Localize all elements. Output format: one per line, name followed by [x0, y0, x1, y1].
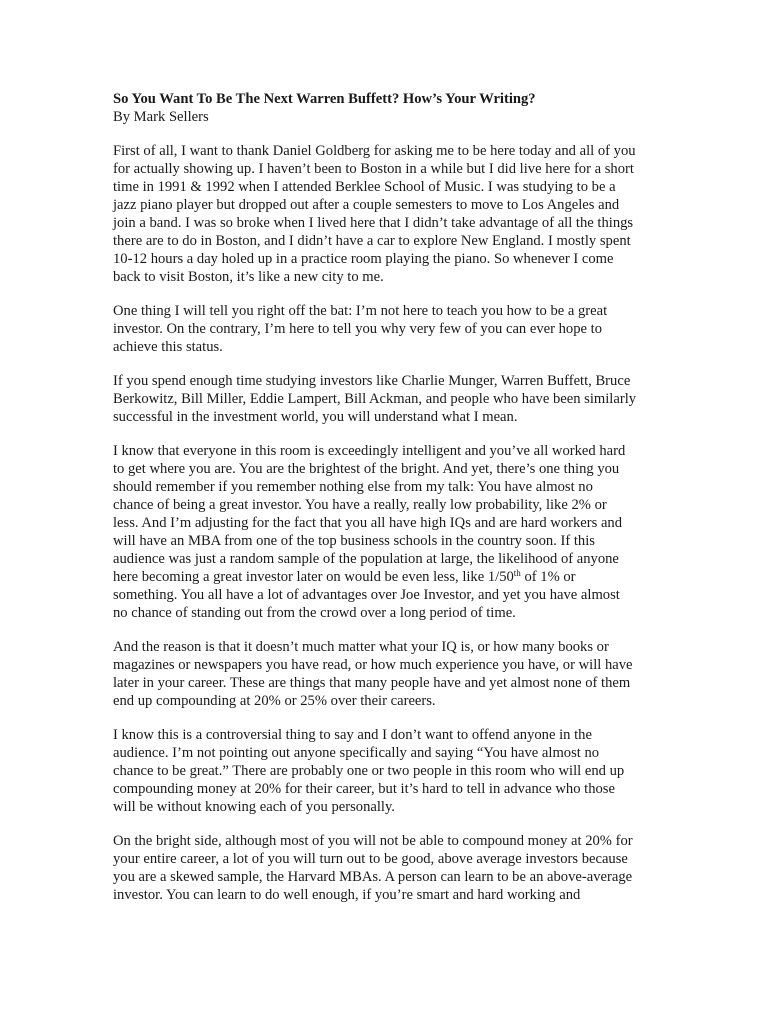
text-line: If you spend enough time studying investors like Charlie Munger, Warren Buffett, Bruce: [113, 373, 631, 389]
text-line: [113, 568, 673, 586]
text-line: audience was just a random sample of the population at large, the likelihood of anyone: [113, 551, 619, 567]
text-line: should remember if you remember nothing else from my talk: You have almost no: [113, 479, 593, 495]
document-body: [113, 142, 673, 904]
text-line: I know that everyone in this room is exceedingly intelligent and you’ve all worked hard: [113, 443, 626, 459]
document-byline: By Mark Sellers: [113, 109, 209, 125]
paragraph: [113, 372, 673, 426]
text-line: no chance of standing out from the crowd over a long period of time.: [113, 605, 516, 621]
text-line: join a band. I was so broke when I lived here that I didn’t take advantage of all the things: [113, 215, 634, 231]
paragraph: [113, 142, 673, 286]
text-line: First of all, I want to thank Daniel Goldberg for asking me to be here today and all of you: [113, 143, 636, 159]
text-segment: of 1% or: [520, 569, 576, 585]
text-line: back to visit Boston, it’s like a new city to me.: [113, 269, 384, 285]
text-line: time in 1991 & 1992 when I attended Berklee School of Music. I was studying to be a: [113, 179, 616, 195]
text-line: later in your career. These are things that many people have and yet almost none of them: [113, 675, 631, 691]
text-line: you are a skewed sample, the Harvard MBAs. A person can learn to be an above-average: [113, 869, 633, 885]
paragraph: [113, 302, 673, 356]
text-line: audience. I’m not pointing out anyone specifically and saying “You have almost no: [113, 745, 600, 761]
superscript: th: [513, 568, 521, 578]
text-line: to get where you are. You are the brightest of the bright. And yet, there’s one thing you: [113, 461, 620, 477]
text-line: will be without knowing each of you personally.: [113, 799, 395, 815]
text-segment: here becoming a great investor later on would be even less, like 1/50: [113, 569, 514, 585]
text-line: achieve this status.: [113, 339, 223, 355]
document-page: [113, 90, 673, 920]
text-line: investor. On the contrary, I’m here to tell you why very few of you can ever hope to: [113, 321, 603, 337]
paragraph: [113, 726, 673, 816]
text-line: chance to be great.” There are probably one or two people in this room who will end up: [113, 763, 625, 779]
text-line: for actually showing up. I haven’t been to Boston in a while but I did live here for a short: [113, 161, 634, 177]
text-line: chance of being a great investor. You have a really, really low probability, like 2% or: [113, 497, 607, 513]
text-line: On the bright side, although most of you will not be able to compound money at 20% for: [113, 833, 633, 849]
text-line: will have an MBA from one of the top business schools in the country soon. If this: [113, 533, 595, 549]
paragraph: [113, 442, 673, 622]
document-title: So You Want To Be The Next Warren Buffett? How’s Your Writing?: [113, 91, 536, 107]
text-line: compounding money at 20% for their career, but it’s hard to tell in advance who those: [113, 781, 615, 797]
text-line: And the reason is that it doesn’t much matter what your IQ is, or how many books or: [113, 639, 609, 655]
text-line: there are to do in Boston, and I didn’t have a car to explore New England. I mostly spent: [113, 233, 631, 249]
text-line: successful in the investment world, you will understand what I mean.: [113, 409, 518, 425]
text-line: investor. You can learn to do well enough, if you’re smart and hard working and: [113, 887, 581, 903]
text-line: less. And I’m adjusting for the fact that you all have high IQs and are hard workers and: [113, 515, 623, 531]
text-line: magazines or newspapers you have read, or how much experience you have, or will have: [113, 657, 633, 673]
text-line: I know this is a controversial thing to say and I don’t want to offend anyone in the: [113, 727, 592, 743]
text-line: One thing I will tell you right off the bat: I’m not here to teach you how to be a great: [113, 303, 608, 319]
paragraph: [113, 638, 673, 710]
paragraph: [113, 832, 673, 904]
text-line: jazz piano player but dropped out after a couple semesters to move to Los Angeles and: [113, 197, 620, 213]
text-line: 10-12 hours a day holed up in a practice room playing the piano. So whenever I come: [113, 251, 614, 267]
text-line: your entire career, a lot of you will turn out to be good, above average investors because: [113, 851, 628, 867]
text-line: end up compounding at 20% or 25% over their careers.: [113, 693, 436, 709]
text-line: something. You all have a lot of advantages over Joe Investor, and yet you have almost: [113, 587, 620, 603]
text-line: Berkowitz, Bill Miller, Eddie Lampert, Bill Ackman, and people who have been similarly: [113, 391, 637, 407]
